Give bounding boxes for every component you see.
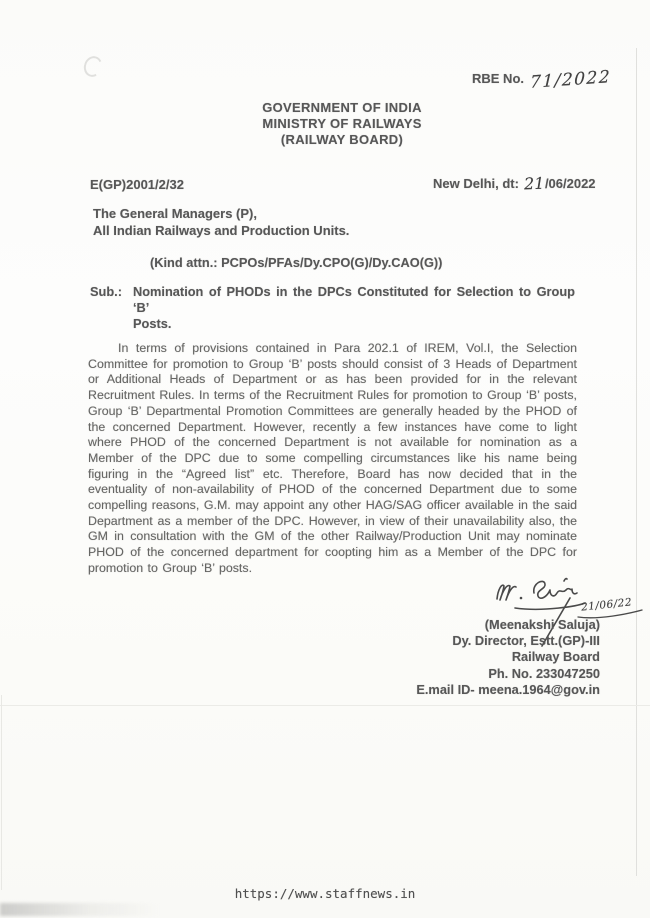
signatory-department: Railway Board bbox=[511, 649, 600, 665]
scan-artifact-left-edge-line bbox=[1, 695, 2, 890]
body-paragraph: In terms of provisions contained in Para 202.1 of IREM, Vol.I, the Selection Committee for promotion to Group ‘B’ posts should consist of 3 Heads of Department or Additional Heads of Department or as has been provided for in the relevant Recruitment Rules. In terms of the Recruitment Rules for promotion to Group ‘B’ posts, Group ‘B’ Departmental Promotion Committees are generally headed by the PHOD of the concerned Department. However, recently a few instances have come to light where PHOD of the concerned Department is not available for nomination as a Member of the DPC due to some compelling circumstances like his name being figuring in the “Agreed list” etc. Therefore, Board has now decided that in the eventuality of non-availability of PHOD of the concerned Department due to some compelling reasons, G.M. may appoint any other HAG/SAG officer available in the said Department as a member of the DPC. However, in view of their unavailability also, the GM in consultation with the GM of the other Railway/Production Unit may nominate PHOD of the concerned department for coopting him as a Member of the DPC for promotion to Group ‘B’ posts. bbox=[88, 341, 577, 575]
signatory-name: (Meenakshi Saluja) bbox=[484, 617, 600, 632]
addressee-block bbox=[93, 206, 349, 239]
signatory-block bbox=[416, 617, 600, 698]
scan-artifact-right-edge-line bbox=[636, 48, 637, 876]
date-day-handwritten: 21 bbox=[523, 173, 545, 194]
letterhead-line-government: GOVERNMENT OF INDIA bbox=[262, 100, 422, 115]
signatory-designation: Dy. Director, Estt.(GP)-III bbox=[452, 633, 600, 649]
date-place-prefix: New Delhi, dt: bbox=[433, 176, 519, 191]
signature-date-handwritten: 21/06/22 bbox=[580, 596, 633, 614]
addressee-line-1: The General Managers (P), bbox=[93, 206, 257, 221]
letterhead bbox=[17, 100, 650, 148]
letterhead-line-railway-board: (RAILWAY BOARD) bbox=[280, 132, 404, 147]
reference-number: E(GP)2001/2/32 bbox=[90, 177, 184, 192]
rbe-number-line bbox=[472, 67, 612, 93]
subject-label: Sub.: bbox=[90, 284, 122, 299]
scan-artifact-c-mark bbox=[81, 54, 105, 80]
addressee-line-2: All Indian Railways and Production Units. bbox=[93, 222, 350, 238]
subject-text-line-2: Posts. bbox=[133, 315, 172, 331]
signatory-email: E.mail ID- meena.1964@gov.in bbox=[416, 681, 600, 697]
kind-attention-line: (Kind attn.: PCPOs/PFAs/Dy.CPO(G)/Dy.CAO(G)) bbox=[150, 255, 443, 270]
footer-source-url: https://www.staffnews.in bbox=[234, 886, 416, 901]
subject-block bbox=[90, 284, 575, 331]
date-line bbox=[433, 174, 596, 193]
rbe-number-handwritten: 71/2022 bbox=[529, 67, 612, 93]
signatory-phone: Ph. No. 233047250 bbox=[488, 665, 600, 681]
rbe-label: RBE No. bbox=[472, 71, 524, 86]
letterhead-line-ministry: MINISTRY OF RAILWAYS bbox=[262, 116, 422, 131]
scan-artifact-bottom-smudge bbox=[0, 903, 160, 916]
subject-text-line-1: Nomination of PHODs in the DPCs Constituted for Selection to Group ‘B’ bbox=[133, 284, 575, 315]
date-rest: /06/2022 bbox=[544, 176, 596, 191]
scan-artifact-fold-line bbox=[0, 705, 650, 706]
subject-text bbox=[133, 284, 575, 331]
